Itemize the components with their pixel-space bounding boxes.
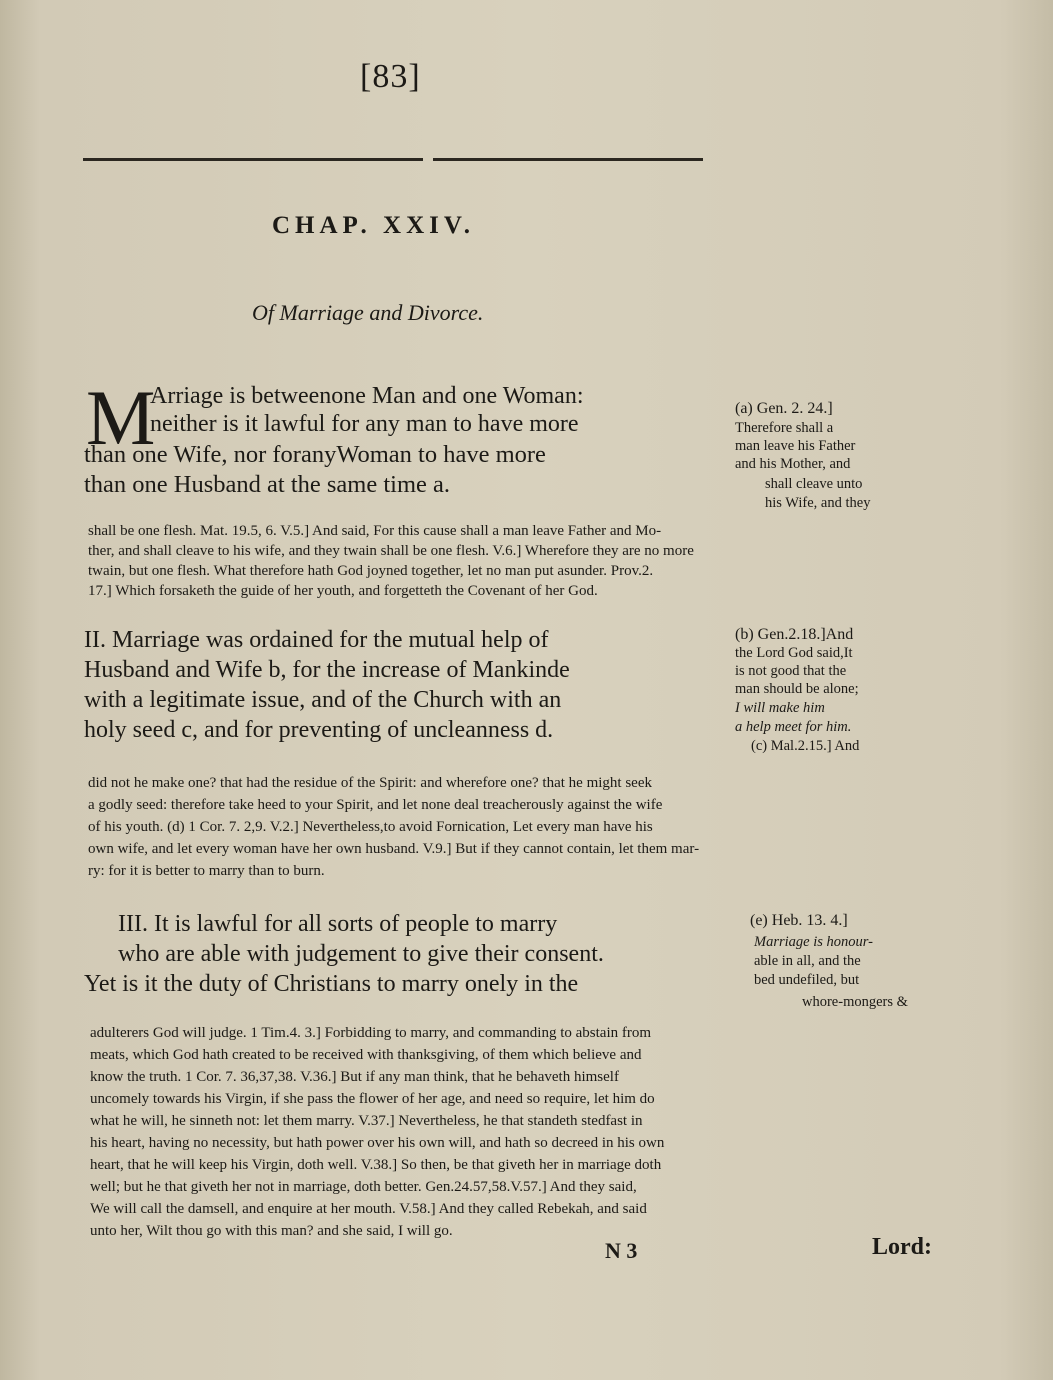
note-e-line-1: (e) Heb. 13. 4.]	[750, 912, 848, 929]
catchword: Lord:	[872, 1234, 932, 1260]
foot-2-line-2: a godly seed: therefore take heed to your Spirit, and let none deal treacherously against the wife	[88, 797, 663, 813]
foot-3-line-4: uncomely towards his Virgin, if she pass the flower of her age, and need so require, let him do	[90, 1091, 655, 1107]
chapter-title: CHAP. XXIV.	[272, 212, 475, 239]
note-b-line-7: (c) Mal.2.15.] And	[751, 738, 860, 754]
section-3-margin-note	[750, 912, 925, 1022]
section-1-line-2: neither is it lawful for any man to have more	[150, 411, 579, 437]
section-1-text-top	[150, 382, 730, 442]
section-2-margin-note	[735, 626, 920, 766]
note-a-line-6: his Wife, and they	[765, 495, 871, 511]
note-b-line-5: I will make him	[735, 700, 825, 716]
foot-2-line-1: did not he make one? that had the residue of the Spirit: and wherefore one? that he might seek	[88, 775, 652, 791]
section-2-line-3: with a legitimate issue, and of the Church with an	[84, 687, 562, 713]
header-rule-left	[83, 158, 423, 161]
section-1-line-4: than one Husband at the same time a.	[84, 471, 451, 498]
section-3-line-3: Yet is it the duty of Christians to marry onely in the	[84, 971, 579, 997]
foot-3-line-2: meats, which God hath created to be received with thanksgiving, of them which believe and	[90, 1047, 642, 1063]
section-3-line-1: III. It is lawful for all sorts of people to marry	[118, 911, 558, 937]
note-b-line-4: man should be alone;	[735, 681, 859, 697]
signature-mark: N 3	[605, 1238, 638, 1263]
foot-2-line-5: ry: for it is better to marry than to burn.	[88, 863, 325, 879]
note-a-line-5: shall cleave unto	[765, 476, 863, 492]
chapter-subtitle: Of Marriage and Divorce.	[252, 300, 484, 325]
foot-3-line-6: his heart, having no necessity, but hath power over his own will, and hath so decreed in his own	[90, 1135, 665, 1151]
foot-1-line-2: ther, and shall cleave to his wife, and they twain shall be one flesh. V.6.] Wherefore they are no more	[88, 543, 694, 559]
page-number: [83]	[360, 58, 421, 95]
section-2-line-2: Husband and Wife b, for the increase of Mankinde	[84, 657, 570, 683]
drop-cap: M	[86, 374, 156, 461]
note-a-line-1: (a) Gen. 2. 24.]	[735, 400, 833, 417]
section-3-footnote	[90, 1022, 950, 1252]
header-rule-right	[433, 158, 703, 161]
note-b-line-6: a help meet for him.	[735, 719, 852, 735]
section-2-line-4: holy seed c, and for preventing of uncleanness d.	[84, 717, 554, 743]
foot-3-line-1: adulterers God will judge. 1 Tim.4. 3.] Forbidding to marry, and commanding to abstain from	[90, 1025, 652, 1041]
note-e-line-3: able in all, and the	[754, 953, 861, 969]
section-1-text-bottom	[84, 440, 734, 500]
note-b-line-1: (b) Gen.2.18.]And	[735, 626, 854, 643]
foot-3-line-9: We will call the damsell, and enquire at her mouth. V.58.] And they called Rebekah, and said	[90, 1201, 647, 1217]
section-1-line-1: Arriage is betweenone Man and one Woman:	[150, 383, 584, 409]
section-1-line-3: than one Wife, nor foranyWoman to have more	[84, 441, 546, 468]
foot-1-line-3: twain, but one flesh. What therefore hath God joyned together, let no man put asunder. Prov.2.	[88, 563, 654, 579]
section-2-footnote	[88, 772, 923, 882]
note-a-line-2: Therefore shall a	[735, 420, 834, 436]
section-2-line-1: II. Marriage was ordained for the mutual help of	[84, 627, 549, 653]
foot-3-line-7: heart, that he will keep his Virgin, doth well. V.38.] So then, be that giveth her in marriage doth	[90, 1157, 662, 1173]
note-e-line-5: whore-mongers &	[802, 994, 908, 1010]
section-3-text	[84, 910, 738, 1010]
section-3-line-2: who are able with judgement to give their consent.	[118, 941, 604, 967]
note-a-line-3: man leave his Father	[735, 438, 856, 454]
foot-2-line-3: of his youth. (d) 1 Cor. 7. 2,9. V.2.] Nevertheless,to avoid Fornication, Let every man have his	[88, 819, 653, 835]
note-e-line-4: bed undefiled, but	[754, 972, 860, 988]
foot-3-line-10: unto her, Wilt thou go with this man? and she said, I will go.	[90, 1223, 453, 1239]
foot-3-line-3: know the truth. 1 Cor. 7. 36,37,38. V.36.] But if any man think, that he behaveth himself	[90, 1069, 619, 1085]
foot-3-line-8: well; but he that giveth her not in marriage, doth better. Gen.24.57,58.V.57.] And they said,	[90, 1179, 637, 1195]
foot-2-line-4: own wife, and let every woman have her own husband. V.9.] But if they cannot contain, let them mar-	[88, 841, 700, 857]
section-1-footnote	[88, 520, 923, 610]
note-a-line-4: and his Mother, and	[735, 456, 851, 472]
foot-1-line-1: shall be one flesh. Mat. 19.5, 6. V.5.] And said, For this cause shall a man leave Father and Mo-	[88, 523, 662, 539]
note-b-line-3: is not good that the	[735, 663, 847, 679]
foot-1-line-4: 17.] Which forsaketh the guide of her youth, and forgetteth the Covenant of her God.	[88, 583, 598, 599]
foot-3-line-5: what he will, he sinneth not: let them marry. V.37.] Nevertheless, he that standeth stedfast in	[90, 1113, 643, 1129]
note-e-line-2: Marriage is honour-	[754, 934, 873, 950]
section-1-margin-note	[735, 400, 920, 510]
section-2-text	[84, 626, 734, 756]
note-b-line-2: the Lord God said,It	[735, 645, 853, 661]
